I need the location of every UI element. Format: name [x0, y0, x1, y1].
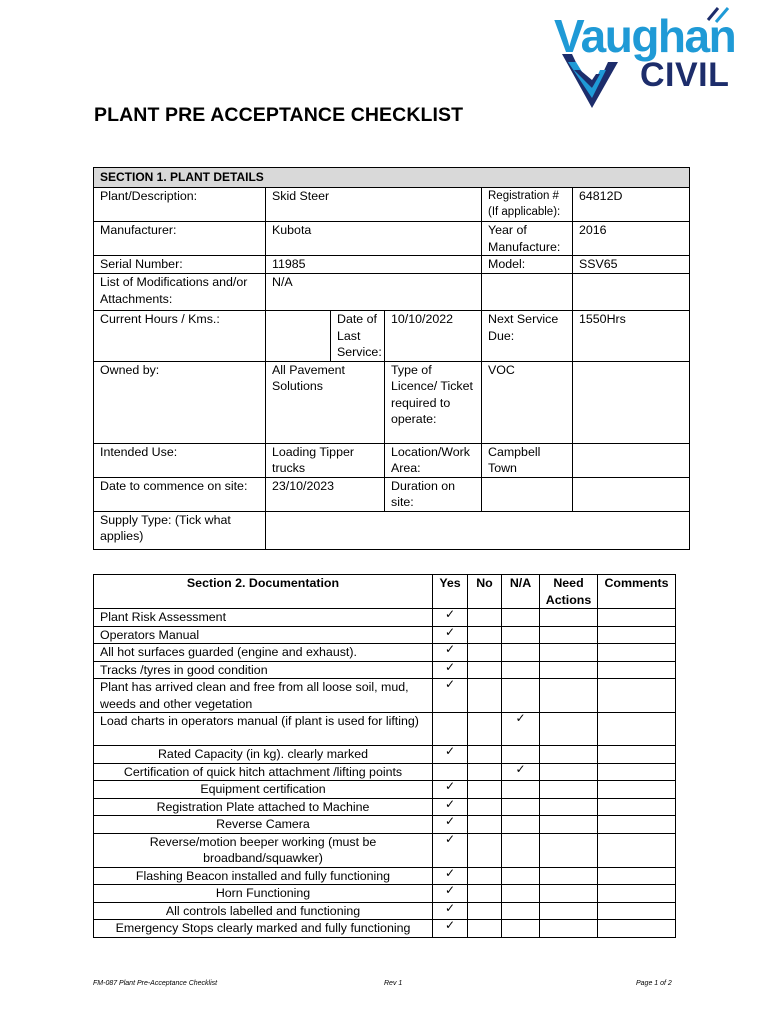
checklist-no-cell[interactable] — [468, 763, 502, 781]
checklist-item-label: Reverse Camera — [94, 816, 433, 834]
checkmark-icon: ✓ — [444, 833, 456, 846]
checklist-yes-cell[interactable] — [433, 626, 468, 644]
plant-details-table — [93, 167, 690, 550]
checklist-na-cell[interactable] — [502, 626, 540, 644]
checklist-row — [94, 781, 676, 799]
duration-value[interactable] — [482, 477, 573, 511]
manufacturer-label: Manufacturer: — [94, 222, 266, 256]
checklist-no-cell[interactable] — [468, 798, 502, 816]
checklist-na-cell[interactable] — [502, 763, 540, 781]
checklist-no-cell[interactable] — [468, 885, 502, 903]
year-of-manufacture-value[interactable]: 2016 — [573, 222, 690, 256]
checklist-yes-cell[interactable] — [433, 609, 468, 627]
commence-date-label: Date to commence on site: — [94, 477, 266, 511]
checklist-no-cell[interactable] — [468, 661, 502, 679]
supply-type-label: Supply Type: (Tick what applies) — [94, 511, 266, 549]
checklist-item-label: Flashing Beacon installed and fully functioning — [94, 867, 433, 885]
footer-form-code: FM-087 Plant Pre-Acceptance Checklist — [93, 980, 218, 987]
checklist-comments-cell[interactable] — [598, 833, 676, 867]
checklist-comments-cell[interactable] — [598, 798, 676, 816]
checklist-yes-cell[interactable] — [433, 679, 468, 713]
checklist-item-label: Emergency Stops clearly marked and fully functioning — [94, 920, 433, 938]
checklist-row — [94, 746, 676, 764]
checklist-comments-cell[interactable] — [598, 816, 676, 834]
checklist-need-actions-cell[interactable] — [540, 816, 598, 834]
modifications-label: List of Modifications and/or Attachments: — [94, 274, 266, 311]
col-header-na: N/A — [502, 575, 540, 609]
licence-type-label: Type of Licence/ Ticket required to operate: — [385, 361, 482, 443]
checklist-comments-cell[interactable] — [598, 746, 676, 764]
checklist-need-actions-cell[interactable] — [540, 609, 598, 627]
checklist-need-actions-cell[interactable] — [540, 626, 598, 644]
checklist-no-cell[interactable] — [468, 679, 502, 713]
checklist-na-cell[interactable] — [502, 833, 540, 867]
checklist-yes-cell[interactable] — [433, 746, 468, 764]
checklist-no-cell[interactable] — [468, 626, 502, 644]
checklist-row — [94, 713, 676, 746]
checkmark-icon: ✓ — [444, 798, 456, 811]
checkmark-icon: ✓ — [444, 608, 456, 621]
checklist-comments-cell[interactable] — [598, 626, 676, 644]
serial-number-label: Serial Number: — [94, 256, 266, 274]
checklist-item-label: Horn Functioning — [94, 885, 433, 903]
checklist-comments-cell[interactable] — [598, 867, 676, 885]
checkmark-icon: ✓ — [444, 919, 456, 932]
checklist-yes-cell[interactable] — [433, 763, 468, 781]
vaughan-civil-logo — [548, 4, 760, 108]
checklist-no-cell[interactable] — [468, 609, 502, 627]
checklist-need-actions-cell[interactable] — [540, 798, 598, 816]
documentation-checklist-table — [93, 574, 676, 938]
registration-label: Registration # (If applicable): — [482, 188, 573, 222]
last-service-value[interactable]: 10/10/2022 — [385, 311, 482, 362]
intended-use-value[interactable]: Loading Tipper trucks — [266, 443, 385, 477]
checklist-row — [94, 867, 676, 885]
checklist-item-label: Reverse/motion beeper working (must be broadband/squawker) — [94, 833, 433, 867]
model-value[interactable]: SSV65 — [573, 256, 690, 274]
modifications-value[interactable]: N/A — [266, 274, 482, 311]
checklist-need-actions-cell[interactable] — [540, 644, 598, 662]
checklist-need-actions-cell[interactable] — [540, 902, 598, 920]
plant-description-value[interactable]: Skid Steer — [266, 188, 482, 222]
checklist-item-label: Certification of quick hitch attachment /lifting points — [94, 763, 433, 781]
checklist-need-actions-cell[interactable] — [540, 763, 598, 781]
col-header-no: No — [468, 575, 502, 609]
checklist-no-cell[interactable] — [468, 920, 502, 938]
checklist-no-cell[interactable] — [468, 781, 502, 799]
manufacturer-value[interactable]: Kubota — [266, 222, 482, 256]
checkmark-icon: ✓ — [444, 626, 456, 639]
checklist-no-cell[interactable] — [468, 867, 502, 885]
checkmark-icon: ✓ — [444, 780, 456, 793]
checklist-item-label: All hot surfaces guarded (engine and exhaust). — [94, 644, 433, 662]
checklist-na-cell[interactable] — [502, 920, 540, 938]
commence-date-value[interactable]: 23/10/2023 — [266, 477, 385, 511]
checklist-row — [94, 763, 676, 781]
checklist-row — [94, 798, 676, 816]
licence-type-value[interactable]: VOC — [482, 361, 573, 443]
checklist-yes-cell[interactable] — [433, 902, 468, 920]
checklist-item-label: Registration Plate attached to Machine — [94, 798, 433, 816]
checklist-item-label: Operators Manual — [94, 626, 433, 644]
checklist-no-cell[interactable] — [468, 816, 502, 834]
checklist-item-label: Equipment certification — [94, 781, 433, 799]
supply-type-value[interactable] — [266, 511, 690, 549]
section1-heading: SECTION 1. PLANT DETAILS — [94, 168, 690, 188]
checklist-no-cell[interactable] — [468, 746, 502, 764]
checklist-need-actions-cell[interactable] — [540, 885, 598, 903]
checklist-need-actions-cell[interactable] — [540, 661, 598, 679]
checklist-na-cell[interactable] — [502, 644, 540, 662]
checklist-item-label: Tracks /tyres in good condition — [94, 661, 433, 679]
checklist-item-label: Plant has arrived clean and free from all loose soil, mud, weeds and other vegetation — [94, 679, 433, 713]
checkmark-icon: ✓ — [444, 815, 456, 828]
checkmark-icon: ✓ — [515, 763, 526, 776]
year-of-manufacture-label: Year of Manufacture: — [482, 222, 573, 256]
checklist-comments-cell[interactable] — [598, 885, 676, 903]
checklist-row — [94, 644, 676, 662]
footer-revision: Rev 1 — [384, 980, 403, 987]
col-header-need-actions: Need Actions — [540, 575, 598, 609]
checklist-yes-cell[interactable] — [433, 781, 468, 799]
document-title: PLANT PRE ACCEPTANCE CHECKLIST — [94, 104, 464, 126]
checklist-no-cell[interactable] — [468, 644, 502, 662]
checklist-na-cell[interactable] — [502, 713, 540, 746]
col-header-yes: Yes — [433, 575, 468, 609]
checklist-na-cell[interactable] — [502, 781, 540, 799]
checkmark-icon: ✓ — [444, 902, 456, 915]
last-service-label: Date of Last Service: — [331, 311, 385, 362]
checklist-na-cell[interactable] — [502, 867, 540, 885]
logo-word-vaughan: Vaughan — [554, 10, 736, 62]
checkmark-icon: ✓ — [444, 678, 456, 691]
current-hours-value[interactable] — [266, 311, 331, 362]
checklist-yes-cell[interactable] — [433, 713, 468, 746]
serial-number-value[interactable]: 11985 — [266, 256, 482, 274]
modifications-blank-cell-2 — [573, 274, 690, 311]
checklist-need-actions-cell[interactable] — [540, 833, 598, 867]
licence-blank-cell — [573, 361, 690, 443]
checklist-need-actions-cell[interactable] — [540, 920, 598, 938]
checklist-yes-cell[interactable] — [433, 885, 468, 903]
footer-page-number: Page 1 of 2 — [636, 980, 672, 987]
col-header-comments: Comments — [598, 575, 676, 609]
checklist-row — [94, 816, 676, 834]
location-value[interactable]: Campbell Town — [482, 443, 573, 477]
checklist-row — [94, 626, 676, 644]
checklist-na-cell[interactable] — [502, 902, 540, 920]
duration-blank-cell — [573, 477, 690, 511]
checkmark-icon: ✓ — [444, 884, 456, 897]
checklist-row — [94, 902, 676, 920]
checklist-na-cell[interactable] — [502, 746, 540, 764]
checklist-yes-cell[interactable] — [433, 833, 468, 867]
checklist-yes-cell[interactable] — [433, 816, 468, 834]
checklist-comments-cell[interactable] — [598, 781, 676, 799]
checklist-na-cell[interactable] — [502, 609, 540, 627]
plant-description-label: Plant/Description: — [94, 188, 266, 222]
col-header-documentation: Section 2. Documentation — [94, 575, 433, 609]
checklist-comments-cell[interactable] — [598, 902, 676, 920]
checklist-comments-cell[interactable] — [598, 920, 676, 938]
checklist-na-cell[interactable] — [502, 885, 540, 903]
checklist-row — [94, 609, 676, 627]
checklist-item-label: Plant Risk Assessment — [94, 609, 433, 627]
checklist-na-cell[interactable] — [502, 679, 540, 713]
checklist-row — [94, 833, 676, 867]
location-label: Location/Work Area: — [385, 443, 482, 477]
checklist-na-cell[interactable] — [502, 816, 540, 834]
checklist-need-actions-cell[interactable] — [540, 746, 598, 764]
checklist-yes-cell[interactable] — [433, 867, 468, 885]
checklist-yes-cell[interactable] — [433, 661, 468, 679]
checkmark-icon: ✓ — [444, 643, 456, 656]
owned-by-label: Owned by: — [94, 361, 266, 443]
checklist-row — [94, 661, 676, 679]
checklist-comments-cell[interactable] — [598, 661, 676, 679]
checklist-item-label: Load charts in operators manual (if plant is used for lifting) — [94, 713, 433, 746]
intended-use-label: Intended Use: — [94, 443, 266, 477]
owned-by-value[interactable]: All Pavement Solutions — [266, 361, 385, 443]
registration-value[interactable]: 64812D — [573, 188, 690, 222]
logo-chevron-icon — [562, 54, 618, 108]
checklist-row — [94, 885, 676, 903]
checklist-row — [94, 920, 676, 938]
checklist-yes-cell[interactable] — [433, 644, 468, 662]
logo-word-civil: CIVIL — [640, 56, 730, 94]
checklist-yes-cell[interactable] — [433, 798, 468, 816]
location-blank-cell — [573, 443, 690, 477]
checklist-row — [94, 679, 676, 713]
checklist-item-label: Rated Capacity (in kg). clearly marked — [94, 746, 433, 764]
checkmark-icon: ✓ — [444, 867, 456, 880]
checklist-item-label: All controls labelled and functioning — [94, 902, 433, 920]
checklist-no-cell[interactable] — [468, 713, 502, 746]
checklist-body — [94, 609, 676, 938]
checkmark-icon: ✓ — [444, 661, 456, 674]
checklist-na-cell[interactable] — [502, 798, 540, 816]
checkmark-icon: ✓ — [444, 745, 456, 758]
next-service-label: Next Service Due: — [482, 311, 573, 362]
checklist-comments-cell[interactable] — [598, 609, 676, 627]
checklist-comments-cell[interactable] — [598, 679, 676, 713]
checklist-header-row — [94, 575, 676, 609]
checklist-need-actions-cell[interactable] — [540, 679, 598, 713]
checklist-comments-cell[interactable] — [598, 713, 676, 746]
checklist-need-actions-cell[interactable] — [540, 781, 598, 799]
checklist-comments-cell[interactable] — [598, 644, 676, 662]
checklist-need-actions-cell[interactable] — [540, 713, 598, 746]
modifications-blank-cell — [482, 274, 573, 311]
checklist-need-actions-cell[interactable] — [540, 867, 598, 885]
model-label: Model: — [482, 256, 573, 274]
current-hours-label: Current Hours / Kms.: — [94, 311, 266, 362]
duration-label: Duration on site: — [385, 477, 482, 511]
checklist-no-cell[interactable] — [468, 902, 502, 920]
checkmark-icon: ✓ — [515, 712, 526, 725]
next-service-value[interactable]: 1550Hrs — [573, 311, 690, 362]
checklist-no-cell[interactable] — [468, 833, 502, 867]
checklist-yes-cell[interactable] — [433, 920, 468, 938]
checklist-na-cell[interactable] — [502, 661, 540, 679]
checklist-comments-cell[interactable] — [598, 763, 676, 781]
